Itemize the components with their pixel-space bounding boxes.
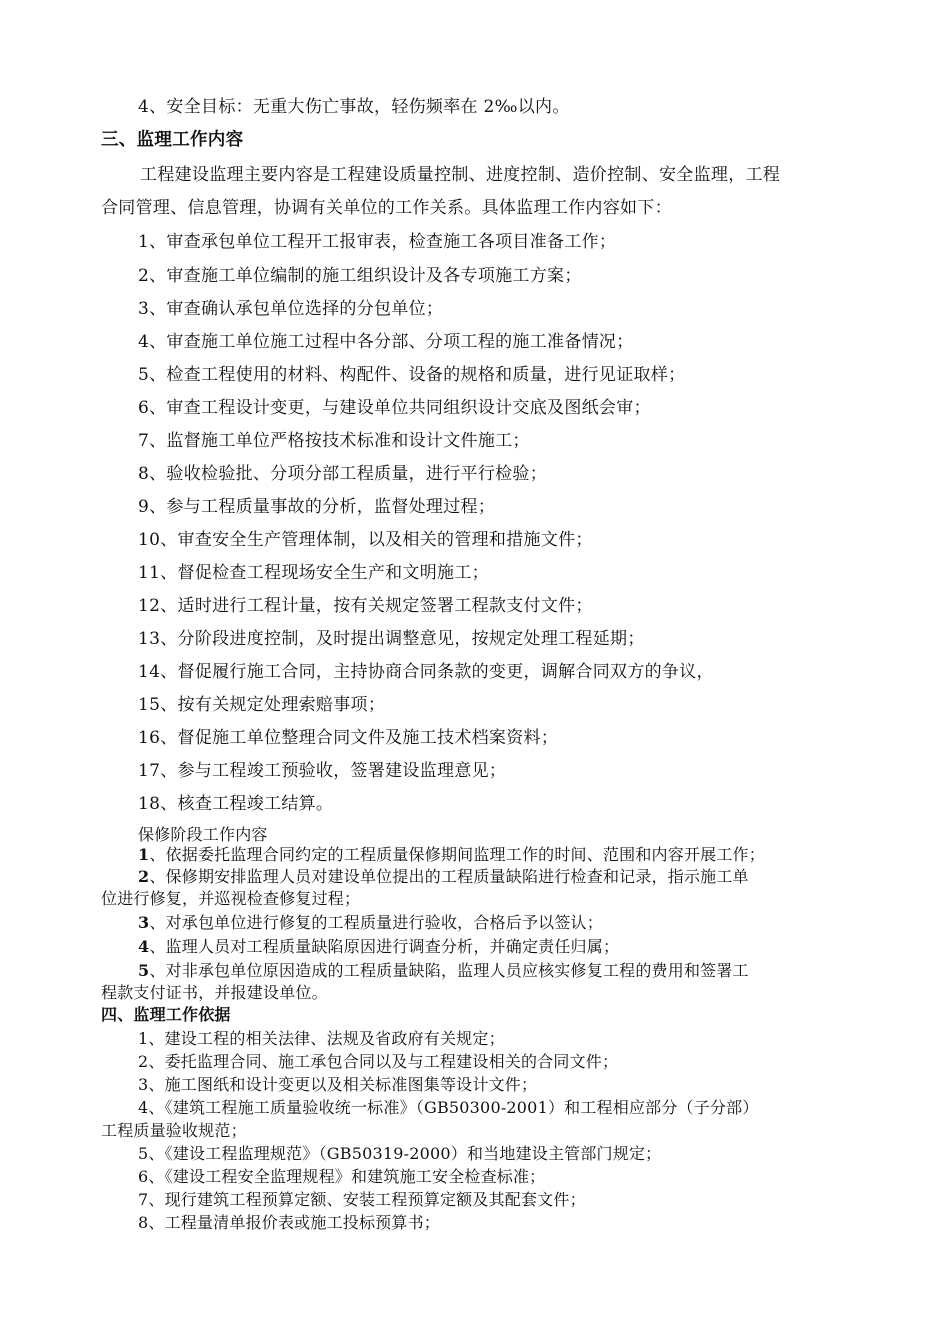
work-item-9: 9、参与工程质量事故的分析，监督处理过程； xyxy=(138,497,496,517)
work-item-18: 18、核查工程竣工结算。 xyxy=(138,794,334,814)
work-item-7: 7、监督施工单位严格按技术标准和设计文件施工； xyxy=(138,431,530,451)
warranty-item-2-number: 2 xyxy=(138,867,150,886)
basis-item-5: 5、《建设工程监理规范》（GB50319-2000）和当地建设主管部门规定； xyxy=(138,1144,662,1163)
warranty-item-3-text: 、对承包单位进行修复的工程质量进行验收，合格后予以签认； xyxy=(149,913,603,932)
warranty-title: 保修阶段工作内容 xyxy=(138,825,268,844)
work-item-17: 17、参与工程竣工预验收，签署建设监理意见； xyxy=(138,761,507,781)
work-item-6: 6、审查工程设计变更，与建设单位共同组织设计交底及图纸会审； xyxy=(138,398,651,418)
work-item-2: 2、审查施工单位编制的施工组织设计及各专项施工方案； xyxy=(138,266,582,286)
basis-item-4-continuation: 工程质量验收规范； xyxy=(101,1121,247,1140)
section-3-intro-line-1: 工程建设监理主要内容是工程建设质量控制、进度控制、造价控制、安全监理，工程 xyxy=(140,165,781,185)
basis-item-6: 6、《建设工程安全监理规程》和建筑施工安全检查标准； xyxy=(138,1167,546,1186)
work-item-15: 15、按有关规定处理索赔事项； xyxy=(138,695,386,715)
basis-item-2: 2、委托监理合同、施工承包合同以及与工程建设相关的合同文件； xyxy=(138,1052,619,1071)
section-3-heading: 三、监理工作内容 xyxy=(101,130,244,150)
basis-item-3: 3、施工图纸和设计变更以及相关标准图集等设计文件； xyxy=(138,1075,538,1094)
warranty-item-4-number: 4 xyxy=(138,937,150,956)
warranty-item-4-text: 、监理人员对工程质量缺陷原因进行调查分析，并确定责任归属； xyxy=(149,937,620,956)
warranty-item-1-text: 、依据委托监理合同约定的工程质量保修期间监理工作的时间、范围和内容开展工作； xyxy=(149,845,765,864)
work-item-13: 13、分阶段进度控制，及时提出调整意见，按规定处理工程延期； xyxy=(138,629,645,649)
work-item-12: 12、适时进行工程计量，按有关规定签署工程款支付文件； xyxy=(138,596,593,616)
warranty-item-4 xyxy=(138,934,619,957)
warranty-item-2-text: 、保修期安排监理人员对建设单位提出的工程质量缺陷进行检查和记录，指示施工单 xyxy=(149,867,749,886)
warranty-item-1 xyxy=(138,842,765,865)
basis-item-4: 4、《建筑工程施工质量验收统一标准》（GB50300-2001）和工程相应部分（子分部） xyxy=(138,1098,759,1117)
work-item-16: 16、督促施工单位整理合同文件及施工技术档案资料； xyxy=(138,728,559,748)
basis-item-1: 1、建设工程的相关法律、法规及省政府有关规定； xyxy=(138,1029,505,1048)
work-item-1: 1、审查承包单位工程开工报审表，检查施工各项目准备工作； xyxy=(138,232,617,252)
warranty-item-1-number: 1 xyxy=(138,845,150,864)
warranty-item-3-number: 3 xyxy=(138,913,150,932)
warranty-item-3 xyxy=(138,910,603,933)
work-item-10: 10、审查安全生产管理体制，以及相关的管理和措施文件； xyxy=(138,530,593,550)
work-item-11: 11、督促检查工程现场安全生产和文明施工； xyxy=(138,563,489,583)
warranty-item-5-number: 5 xyxy=(138,961,150,980)
work-item-3: 3、审查确认承包单位选择的分包单位； xyxy=(138,299,444,319)
warranty-item-5-continuation: 程款支付证书，并报建设单位。 xyxy=(101,983,328,1002)
work-item-8: 8、验收检验批、分项分部工程质量，进行平行检验； xyxy=(138,464,548,484)
section-3-intro-line-2: 合同管理、信息管理，协调有关单位的工作关系。具体监理工作内容如下： xyxy=(101,198,672,218)
work-item-4: 4、审查施工单位施工过程中各分部、分项工程的施工准备情况； xyxy=(138,332,634,352)
safety-goal-item: 4、安全目标：无重大伤亡事故，轻伤频率在 2‰以内。 xyxy=(138,97,570,117)
basis-item-7: 7、现行建筑工程预算定额、安装工程预算定额及其配套文件； xyxy=(138,1190,586,1209)
work-item-5: 5、检查工程使用的材料、构配件、设备的规格和质量，进行见证取样； xyxy=(138,365,686,385)
work-item-14: 14、督促履行施工合同，主持协商合同条款的变更，调解合同双方的争议， xyxy=(138,662,714,682)
section-4-heading: 四、监理工作依据 xyxy=(101,1005,231,1024)
warranty-item-2 xyxy=(138,864,749,887)
warranty-item-5 xyxy=(138,958,749,981)
basis-item-8: 8、工程量清单报价表或施工投标预算书； xyxy=(138,1213,440,1232)
warranty-item-2-continuation: 位进行修复，并巡视检查修复过程； xyxy=(101,889,361,908)
warranty-item-5-text: 、对非承包单位原因造成的工程质量缺陷，监理人员应核实修复工程的费用和签署工 xyxy=(149,961,749,980)
